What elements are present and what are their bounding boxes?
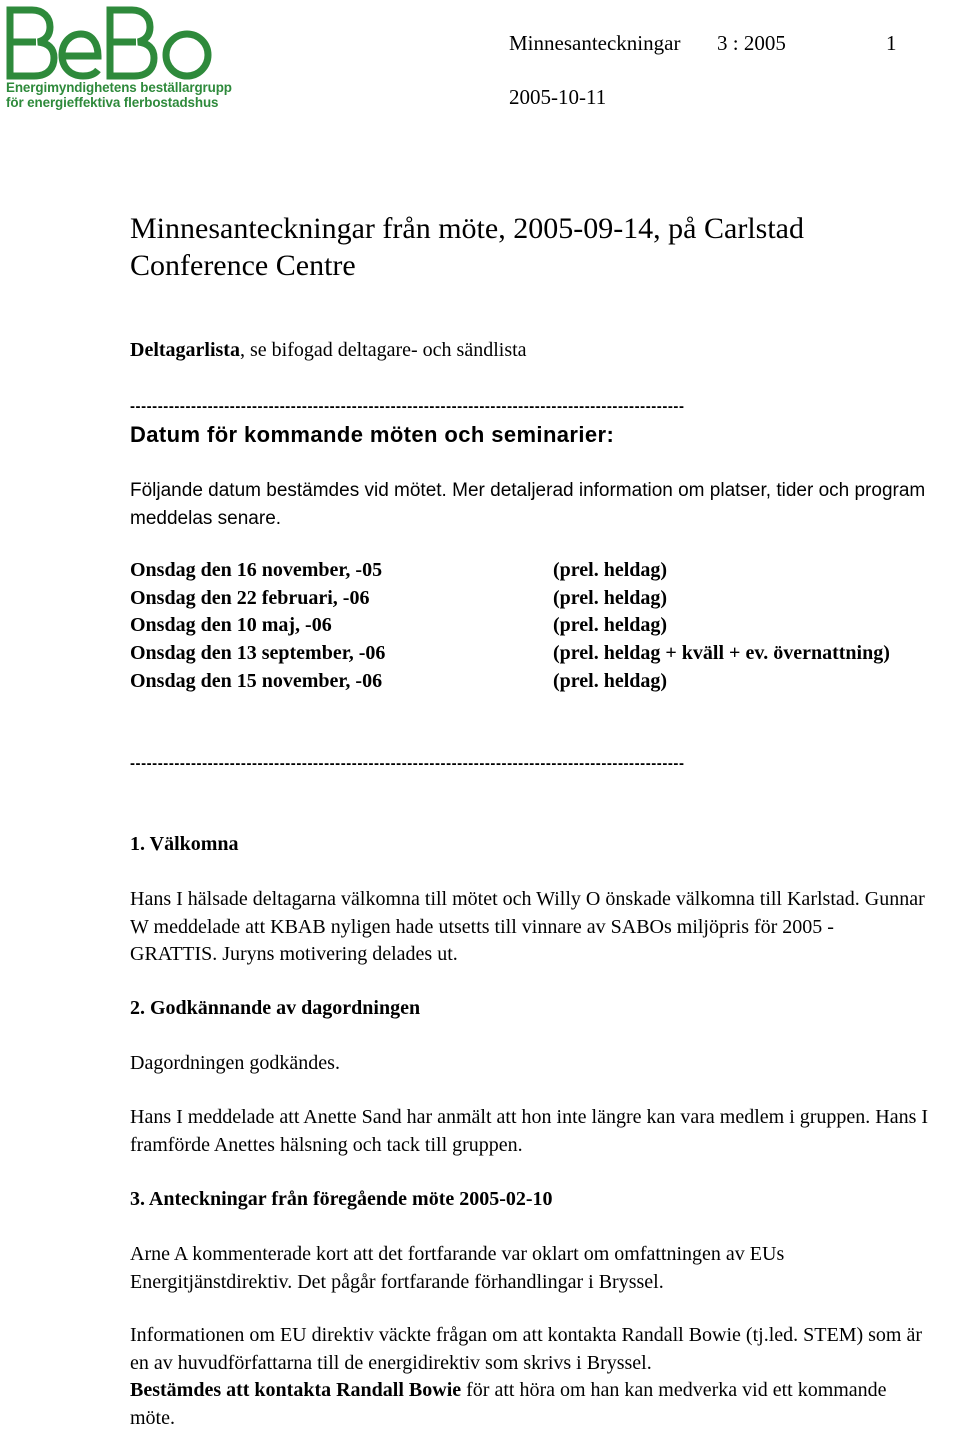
participants-label: Deltagarlista (130, 339, 240, 361)
section-3-text-2: Informationen om EU direktiv väckte frågan om att kontakta Randall Bowie (tj.led. STEM) som är en av huvudförfattarna till de energidirektiv som skrivs i Bryssel. (130, 1324, 923, 1374)
logo-tagline-1: Energimyndighetens beställargrupp (6, 80, 232, 95)
meeting-note: (prel. heldag) (553, 559, 668, 581)
meeting-note: (prel. heldag) (553, 614, 668, 637)
doc-number: 3 : 2005 (717, 31, 786, 55)
section-3-decision (130, 1377, 930, 1432)
section-3-heading: 3. Anteckningar från föregående möte 2005-02-10 (130, 1188, 553, 1210)
page-number: 1 (886, 31, 897, 55)
meeting-date: Onsdag den 22 februari, -06 (130, 586, 370, 609)
section-3-decision-bold: Bestämdes att kontakta Randall Bowie (130, 1379, 462, 1401)
meetings-heading: Datum för kommande möten och seminarier: (130, 422, 615, 447)
separator-2: ---------------------------------------------------------------------------------------------------- (130, 755, 685, 772)
page-title: Minnesanteckningar från möte, 2005-09-14, på Carlstad Conference Centre (130, 212, 804, 282)
logo-tagline-2: för energieffektiva flerbostadshus (6, 95, 219, 110)
meeting-note: (prel. heldag + kväll + ev. övernattning) (553, 642, 890, 665)
section-1-text: Hans I hälsade deltagarna välkomna till mötet och Willy O önskade välkomna till Karlstad. Gunnar W meddelade att KBAB nyligen hade utsetts till vinnare av SABOs miljöpris för 2005 - GRATTIS. Juryns motivering delades ut. (130, 888, 925, 965)
meeting-note: (prel. heldag) (553, 586, 668, 609)
section-3-decision-text: för att höra om han kan medverka vid ett kommande möte. (130, 1379, 887, 1429)
doc-date: 2005-10-11 (509, 85, 607, 109)
participants-text: , se bifogad deltagare- och sändlista (239, 339, 527, 361)
section-3-text-1: Arne A kommenterade kort att det fortfarande var oklart om omfattningen av EUs Energitjänstdirektiv. Det pågår fortfarande förhandlingar i Bryssel. (130, 1243, 785, 1293)
meeting-date: Onsdag den 16 november, -05 (130, 559, 383, 581)
separator-1: ---------------------------------------------------------------------------------------------------- (130, 398, 685, 415)
section-2-heading: 2. Godkännande av dagordningen (130, 997, 421, 1019)
meeting-date: Onsdag den 15 november, -06 (130, 669, 383, 692)
meetings-intro (130, 477, 945, 532)
meeting-date: Onsdag den 13 september, -06 (130, 642, 386, 665)
meetings-intro-b: Mer detaljerad information om platser, tider och program meddelas senare. (130, 480, 926, 529)
section-2-text-1: Dagordningen godkändes. (130, 1052, 340, 1074)
participants-line (130, 337, 527, 365)
bebo-logo-mark (4, 4, 218, 84)
meeting-note: (prel. heldag) (553, 669, 668, 692)
meetings-intro-a: Följande datum bestämdes vid mötet. (130, 480, 447, 501)
meeting-date: Onsdag den 10 maj, -06 (130, 614, 332, 637)
doc-label: Minnesanteckningar (509, 31, 681, 55)
section-1-heading: 1. Välkomna (130, 833, 239, 855)
section-2-text-2: Hans I meddelade att Anette Sand har anmält att hon inte längre kan vara medlem i gruppen. Hans I framförde Anettes hälsning och tack till gruppen. (130, 1106, 929, 1156)
